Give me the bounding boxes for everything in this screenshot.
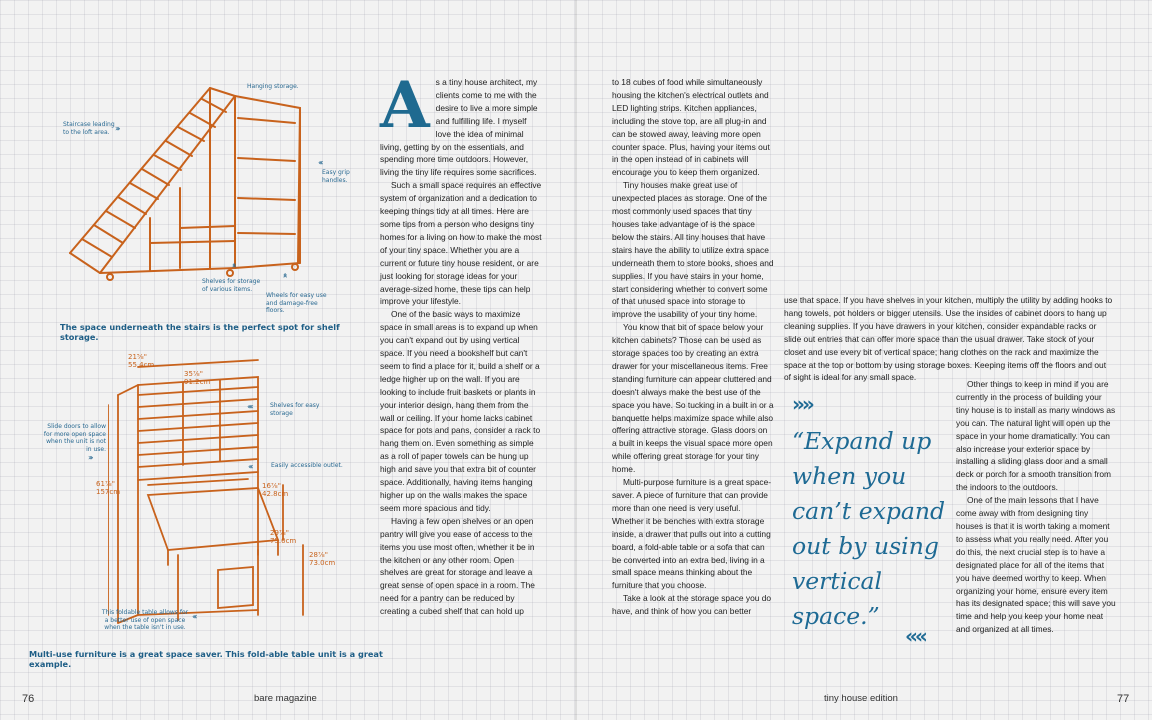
footer-left: bare magazine <box>254 693 317 704</box>
caption-table: Multi-use furniture is a great space saver. This fold-able table unit is a great example. <box>29 649 383 669</box>
arrow-wheels: ››› <box>280 274 290 279</box>
column-3-top <box>784 294 1114 384</box>
pull-quote: “Expand up when you can’t expand out by using vertical space.” <box>792 427 946 630</box>
drop-cap: A <box>380 68 430 143</box>
quote-chevrons-close: «« <box>905 624 925 648</box>
footer-right: tiny house edition <box>824 693 898 704</box>
col1-paragraph-4: Having a few open shelves or an open pantry will give you ease of access to the items you use most often, whether it be in the kitchen or any other room. Open shelves are great for storage and leave a great sense of open space in a room. The need for a pantry can be reduced by creating a cubed shelf that can hold up <box>380 515 535 617</box>
arrow-outlet: ‹‹‹ <box>248 462 252 471</box>
dim-table: 29⅞" 75.0cm <box>270 529 297 545</box>
page-number-right: 77 <box>1117 693 1130 705</box>
note-outlet: Easily accessible outlet. <box>271 462 343 469</box>
foldable-table-sketch <box>108 355 353 640</box>
arrow-slide: ››› <box>88 453 92 462</box>
arrow-grip: ‹‹‹ <box>318 158 322 167</box>
note-wheels: Wheels for easy use and damage-free floors. <box>266 292 327 314</box>
dim-leg: 28⅞" 73.0cm <box>309 551 336 567</box>
stair-storage-sketch <box>60 78 350 293</box>
column-1 <box>380 68 542 618</box>
note-hanging-storage: Hanging storage. <box>247 83 299 90</box>
dim-height: 61⅞" 157cm <box>96 480 121 496</box>
col2-paragraph-2: Tiny houses make great use of unexpected places as storage. One of the most commonly used spaces that tiny houses take advantage of is the space below the stairs. All tiny houses that have stairs have the ability to utilize extra space underneath them to store books, shoes and supplies. If you have stairs in your home, start considering whether to convert some of that unused space into storage to improve the usability of your tiny home. <box>612 180 774 320</box>
column-4 <box>956 378 1116 636</box>
arrow-shelves: ››› <box>229 264 239 269</box>
page-spine <box>575 0 577 720</box>
column-2 <box>612 76 774 618</box>
note-shelves-easy: Shelves for easy storage <box>270 402 320 417</box>
note-shelves-storage: Shelves for storage of various items. <box>202 278 261 293</box>
col1-paragraph-1: s a tiny house architect, my clients come to me with the desire to live a more simple and fulfilling life. I myself love the idea of minimal living, getting by on the essentials, and spending more time outdoors. However, living the tiny life requires some sacrifices. <box>380 77 538 178</box>
note-grip-handles: Easy grip handles. <box>322 169 350 184</box>
col4-paragraph-2: One of the main lessons that I have come away with from designing tiny houses is that it is worth taking a moment to assess what you really need. After you do this, the next crucial step is to have a designated place for all of the items that you have deemed worthy to keep. When organizing your home, ensure every item has its designated space; this will save you time and help you keep your home neat and organized at all times. <box>956 495 1116 635</box>
caption-stairs: The space underneath the stairs is the perfect spot for shelf storage. <box>60 322 340 342</box>
dim-mid-width: 35⅞" 91.2cm <box>184 370 211 386</box>
arrow-shelves-easy: ‹‹‹‹ <box>247 402 252 411</box>
arrow-table: ‹‹‹ <box>192 612 196 621</box>
col3-paragraph: use that space. If you have shelves in your kitchen, multiply the utility by adding hooks to hang towels, pot holders or bigger utensils. Use the insides of cabinet doors to hang up cleaning supplies. If you have drawers in your kitchen, consider expandable racks or slide out entries that can offer more space than the usual drawer. Take stock of your closet and use every bit of vertical space; hang clothes on the rack and maximize the space at the top or bottom by using storage boxes. Keeping items off the floors and out of sight is ideal for any small space. <box>784 295 1113 383</box>
note-foldable-table: This foldable table allows for a better use of open space when the table isn't in use. <box>101 609 189 631</box>
arrow-staircase: ››› <box>115 124 119 133</box>
dim-top-width: 21⅝" 55.4cm <box>128 353 155 369</box>
dim-depth: 16⅞" 42.8cm <box>262 482 289 498</box>
page-number-left: 76 <box>22 693 35 705</box>
col1-paragraph-2: Such a small space requires an effective system of organization and a dedication to keeping things tidy at all times. Here are some tips from a person who designs tiny homes for a living on how to make the most of your tiny space. Whether you are a current or future tiny house resident, or are just looking for storage ideas for your average-sized home, these tips can help improve your lifestyle. <box>380 180 542 307</box>
col2-paragraph-3: You know that bit of space below your kitchen cabinets? Those can be used as storage spaces too by creating an extra drawer for your miscellaneous items. Free standing furniture can appear cluttered and doesn't always make the best use of the space you have. So tucking in a built in or a banquette helps maximize space while also offering attractive storage. Glass doors on a built in keeps the visual space more open while offering great storage for your tiny home. <box>612 322 774 475</box>
quote-chevrons-open: »» <box>792 392 812 416</box>
col4-paragraph-1: Other things to keep in mind if you are currently in the process of building your tiny house is to install as many windows as you can. The natural light will open up the space in your home dramatically. You can also increase your exterior space by installing a sliding glass door and a small deck or porch for a smooth transition from the indoors to the outdoors. <box>956 379 1116 493</box>
col2-paragraph-4: Multi-purpose furniture is a great space-saver. A piece of furniture that can provide more than one need is very useful. Whether it be benches with extra storage inside, a drawer that pulls out into a cutting board, a fold-able table or a sofa that can be converted into an extra bed, living in a small space means thinking about the furniture that you choose. <box>612 477 772 591</box>
note-staircase: Staircase leading to the loft area. <box>63 121 115 136</box>
col1-paragraph-3: One of the basic ways to maximize space in small areas is to expand up when you can't expand out by using vertical space. If you need a bookshelf but can't seem to find a place for it, build a shelf or a ledge higher up on the wall. If you are looking to include fruit baskets or plants in your interior design, hang them from the wall or ceiling. If your home lacks cabinet space for pots and pans, consider a rack to hang them on. Even something as simple as a roll of paper towels can be hung up high and save you that extra bit of counter space. Additionally, having items hanging higher up on the walls makes the space seem more spacious and tidy. <box>380 309 541 513</box>
note-slide-doors: Slide doors to allow for more open space when the unit is not in use. <box>43 423 106 453</box>
col2-paragraph-1: to 18 cubes of food while simultaneously housing the kitchen's electrical outlets and LED lighting strips. Kitchen appliances, including the stove top, are all plug-in and can be stowed away, leaving more open counter space. Plus, having your items out in the open instead of in cabinets will encourage you to keep them organized. <box>612 77 770 178</box>
col2-paragraph-5: Take a look at the storage space you do have, and think of how you can better <box>612 593 772 617</box>
